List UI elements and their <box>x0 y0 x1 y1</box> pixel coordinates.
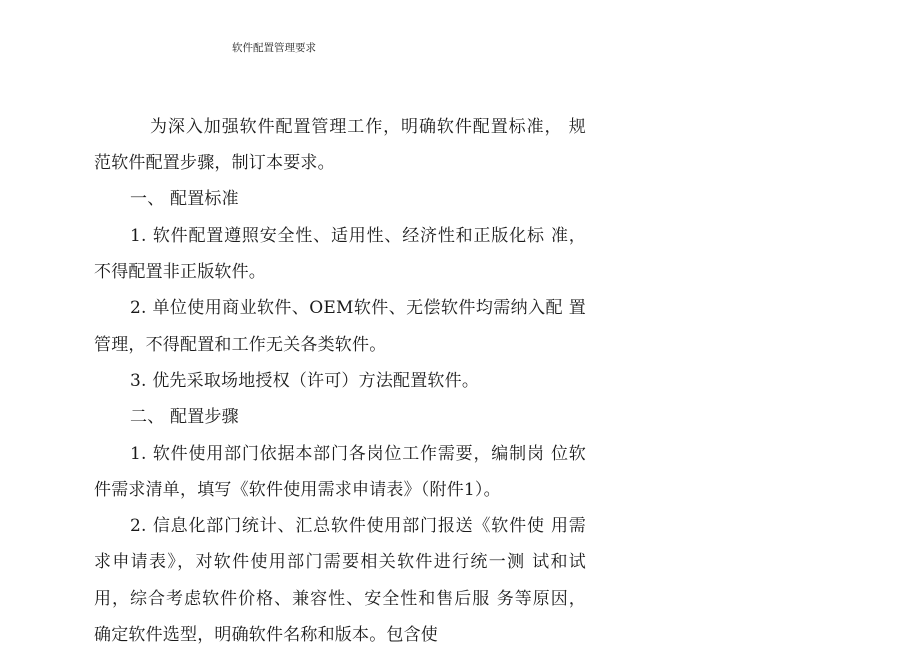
paragraph-line: 1. 软件使用部门依据本部门各岗位工作需要，编制岗 位软 <box>130 444 586 464</box>
paragraph-line: 2. 信息化部门统计、汇总软件使用部门报送《软件使 用需 <box>130 516 586 536</box>
paragraph-line: 不得配置非正版软件。 <box>94 262 266 282</box>
paragraph-line: 1. 软件配置遵照安全性、适用性、经济性和正版化标 准， <box>130 226 586 246</box>
page-header-title: 软件配置管理要求 <box>232 42 316 54</box>
paragraph-line: 件需求清单，填写《软件使用需求申请表》（附件1）。 <box>94 480 501 500</box>
paragraph-line: 用，综合考虑软件价格、兼容性、安全性和售后服 务等原因， <box>94 589 586 609</box>
paragraph-line: 范软件配置步骤，制订本要求。 <box>94 153 335 173</box>
paragraph-line: 3. 优先采取场地授权（许可）方法配置软件。 <box>130 371 480 391</box>
paragraph-line: 2. 单位使用商业软件、OEM软件、无偿软件均需纳入配 置 <box>130 298 586 318</box>
section-heading: 二、 配置步骤 <box>130 407 239 427</box>
paragraph-line: 求申请表》，对软件使用部门需要相关软件进行统一测 试和试 <box>94 552 586 572</box>
section-heading: 一、 配置标准 <box>130 189 239 209</box>
paragraph-line: 管理，不得配置和工作无关各类软件。 <box>94 335 387 355</box>
paragraph-line: 为深入加强软件配置管理工作，明确软件配置标准， 规 <box>150 117 586 137</box>
paragraph-line: 确定软件选型，明确软件名称和版本。包含使 <box>94 625 438 645</box>
